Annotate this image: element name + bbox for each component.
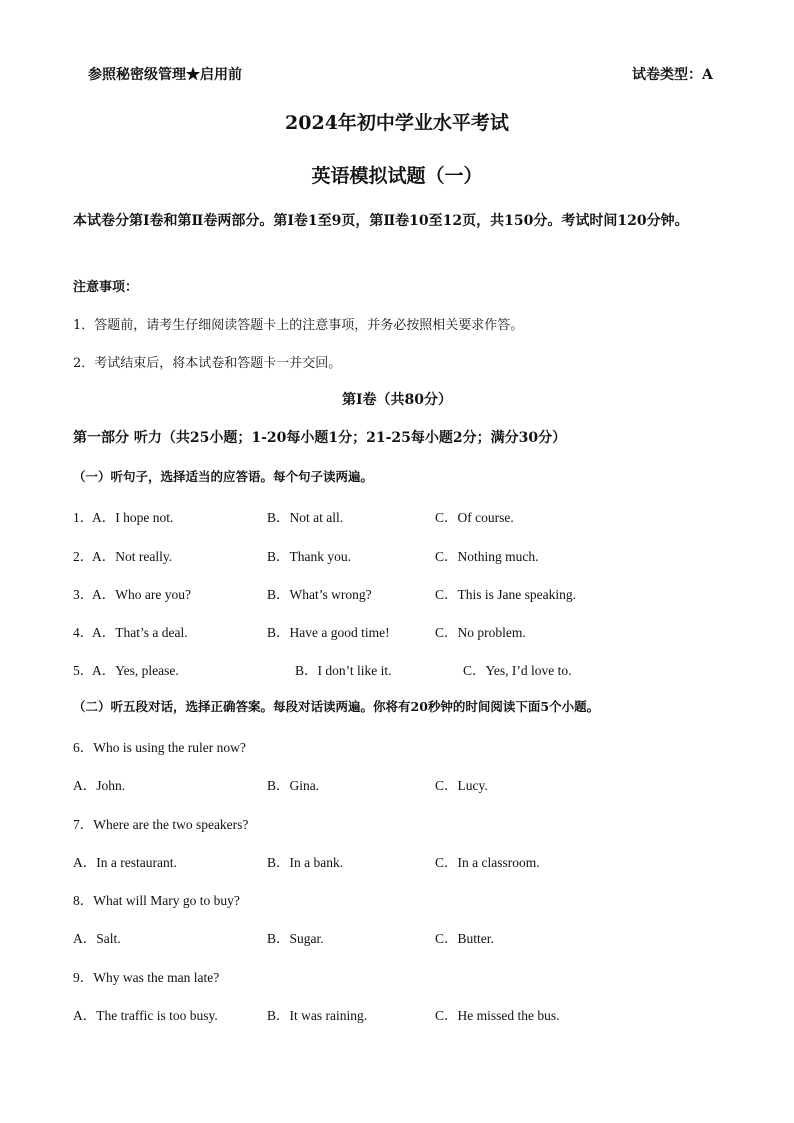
option-c: C．Yes, I’d love to. <box>463 663 572 678</box>
option-b: B．Gina. <box>267 778 320 793</box>
option-c: C．No problem. <box>435 625 526 640</box>
option-b: B．What’s wrong? <box>267 587 372 602</box>
question-stem: 6．Who is using the ruler now? <box>73 740 246 755</box>
option-b: B．It was raining. <box>267 1008 368 1023</box>
question-stem: 8．What will Mary go to buy? <box>73 893 240 908</box>
exam-intro: 本试卷分第Ⅰ卷和第Ⅱ卷两部分。第Ⅰ卷1至9页，第Ⅱ卷10至12页，共150分。考试时间120分钟。 <box>73 213 689 229</box>
option-a: A．That’s a deal. <box>92 625 188 640</box>
exam-subtitle: 英语模拟试题（一） <box>311 165 483 187</box>
note-item: 2．考试结束后，将本试卷和答题卡一并交回。 <box>73 356 342 371</box>
notes-heading: 注意事项： <box>73 280 139 295</box>
paper-type-label: 试卷类型：A <box>632 67 713 83</box>
option-b: B．Sugar. <box>267 931 324 946</box>
option-c: C．This is Jane speaking. <box>435 587 576 602</box>
option-c: C．Of course. <box>435 510 514 525</box>
option-a: A．Yes, please. <box>92 663 179 678</box>
option-c: C．In a classroom. <box>435 855 540 870</box>
option-a: A．Who are you? <box>92 587 191 602</box>
question-stem: 7．Where are the two speakers? <box>73 817 249 832</box>
section2-heading: （二）听五段对话，选择正确答案。每段对话读两遍。你将有20秒钟的时间阅读下面5个小题。 <box>73 699 600 714</box>
question-number: 1． <box>73 510 94 525</box>
option-c: C．Lucy. <box>435 778 488 793</box>
option-b: B．Not at all. <box>267 510 344 525</box>
question-number: 4． <box>73 625 94 640</box>
exam-title: 2024年初中学业水平考试 <box>285 112 509 134</box>
question-stem: 9．Why was the man late? <box>73 970 220 985</box>
option-a: A．The traffic is too busy. <box>73 1008 218 1023</box>
option-a: A．In a restaurant. <box>73 855 177 870</box>
option-a: A．Salt. <box>73 931 121 946</box>
question-number: 3． <box>73 587 94 602</box>
option-b: B．In a bank. <box>267 855 344 870</box>
option-a: A．John. <box>73 778 126 793</box>
option-a: A．I hope not. <box>92 510 174 525</box>
option-b: B．Have a good time! <box>267 625 390 640</box>
option-c: C．He missed the bus. <box>435 1008 560 1023</box>
confidentiality-label: 参照秘密级管理★启用前 <box>88 67 242 83</box>
section1-heading: （一）听句子，选择适当的应答语。每个句子读两遍。 <box>73 469 374 484</box>
question-number: 5． <box>73 663 94 678</box>
option-b: B．Thank you. <box>267 549 351 564</box>
option-c: C．Nothing much. <box>435 549 539 564</box>
part-heading: 第一部分 听力（共25小题；1-20每小题1分；21-25每小题2分；满分30分） <box>73 430 567 446</box>
option-b: B．I don’t like it. <box>295 663 392 678</box>
option-c: C．Butter. <box>435 931 494 946</box>
question-number: 2． <box>73 549 94 564</box>
volume-heading: 第Ⅰ卷（共80分） <box>341 392 453 408</box>
option-a: A．Not really. <box>92 549 173 564</box>
note-item: 1．答题前，请考生仔细阅读答题卡上的注意事项，并务必按照相关要求作答。 <box>73 318 524 333</box>
